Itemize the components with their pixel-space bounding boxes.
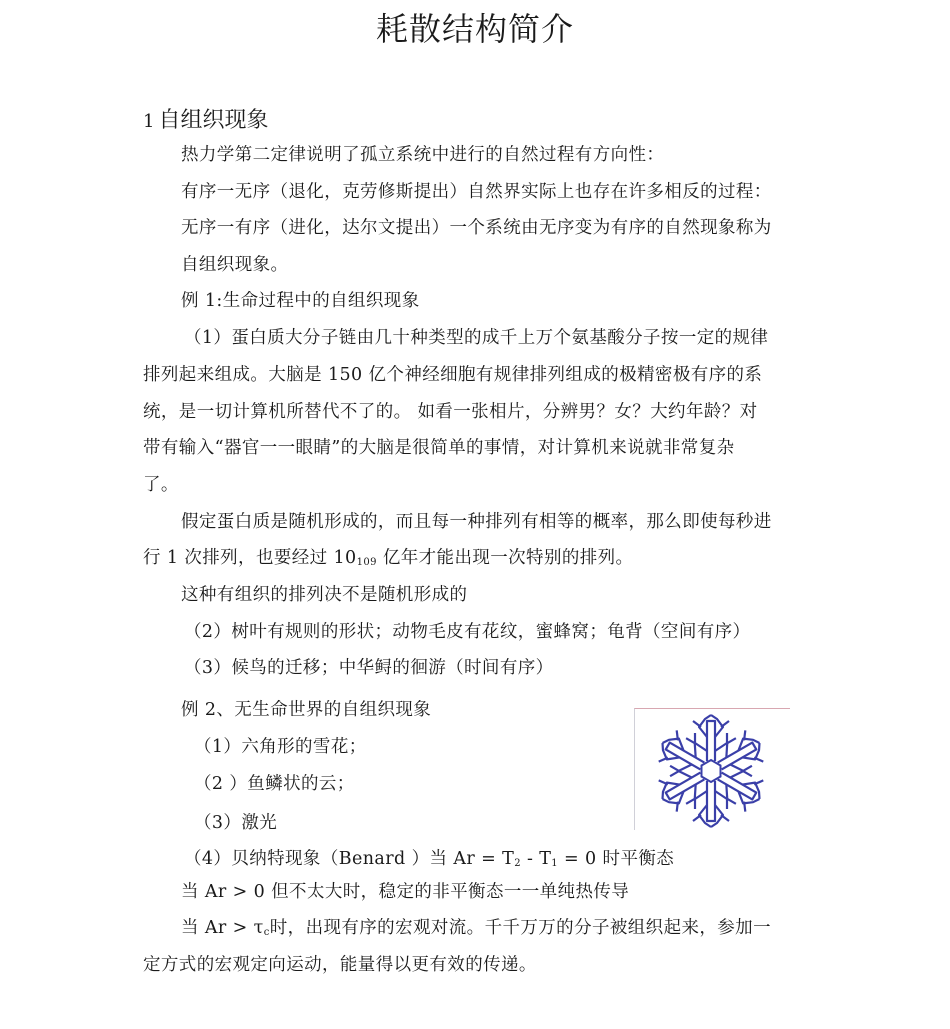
paragraph-line: 统，是一切计算机所替代不了的。 如看一张相片，分辨男？女？大约年龄？对 — [143, 402, 758, 422]
paragraph-line: 有序一无序（退化，克劳修斯提出）自然界实际上也存在许多相反的过程： — [181, 182, 772, 202]
list-item: （2）树叶有规则的形状；动物毛皮有花纹，蜜蜂窝；龟背（空间有序） — [184, 622, 751, 642]
example-heading: 例 2、无生命世界的自组织现象 — [181, 700, 432, 720]
list-item — [184, 847, 674, 876]
text-segment: - T — [520, 849, 552, 869]
paragraph-line: 当 Ar > 0 但不太大时，稳定的非平衡态一一单纯热传导 — [181, 882, 630, 902]
section-number: 1 — [143, 111, 155, 132]
paragraph-line: 带有输入“器官一一眼睛”的大脑是很简单的事情，对计算机来说就非常复杂 — [143, 438, 735, 458]
paragraph-line: （1）蛋白质大分子链由几十种类型的成千上万个氨基酸分子按一定的规律 — [184, 328, 769, 348]
list-item: （2 ）鱼鳞状的云； — [194, 774, 355, 794]
paragraph-line — [181, 916, 771, 945]
text-segment: （4）贝纳特现象（Benard ）当 Ar = T — [184, 849, 515, 869]
paragraph-line: 了。 — [143, 475, 179, 495]
example-heading: 例 1:生命过程中的自组织现象 — [181, 291, 420, 311]
page-title: 耗散结构简介 — [375, 10, 574, 48]
list-item: （1）六角形的雪花； — [194, 737, 367, 757]
paragraph-line: 自组织现象。 — [181, 255, 289, 275]
text-segment: 当 Ar > τ — [181, 918, 264, 938]
paragraph-line: 无序一有序（进化，达尔文提出）一个系统由无序变为有序的自然现象称为 — [181, 218, 772, 238]
paragraph-line: 定方式的宏观定向运动，能量得以更有效的传递。 — [143, 955, 537, 975]
snowflake-figure — [634, 708, 790, 830]
subscript: c — [263, 927, 270, 938]
text-segment: 亿年才能出现一次特别的排列。 — [376, 548, 634, 568]
exponent-subscript: 109 — [356, 557, 377, 568]
text-segment: = 0 时平衡态 — [558, 849, 675, 869]
paragraph-line — [143, 546, 633, 575]
paragraph-line: 热力学第二定律说明了孤立系统中进行的自然过程有方向性： — [181, 145, 665, 165]
section-heading — [143, 103, 268, 134]
paragraph-line: 这种有组织的排列决不是随机形成的 — [181, 585, 468, 605]
section-label: 自组织现象 — [158, 108, 269, 133]
subscript: 2 — [514, 858, 521, 869]
paragraph-line: 排列起来组成。大脑是 150 亿个神经细胞有规律排列组成的极精密极有序的系 — [143, 365, 763, 385]
snowflake-icon — [635, 709, 790, 830]
list-item: （3）激光 — [194, 813, 278, 833]
text-segment: 行 1 次排列，也要经过 10 — [143, 548, 357, 568]
subscript: 1 — [551, 858, 559, 869]
text-segment: 时，出现有序的宏观对流。千千万万的分子被组织起来，参加一 — [269, 918, 771, 938]
paragraph-line: 假定蛋白质是随机形成的，而且每一种排列有相等的概率，那么即使每秒进 — [181, 512, 772, 532]
list-item: （3）候鸟的迁移；中华鲟的徊游（时间有序） — [184, 658, 554, 678]
